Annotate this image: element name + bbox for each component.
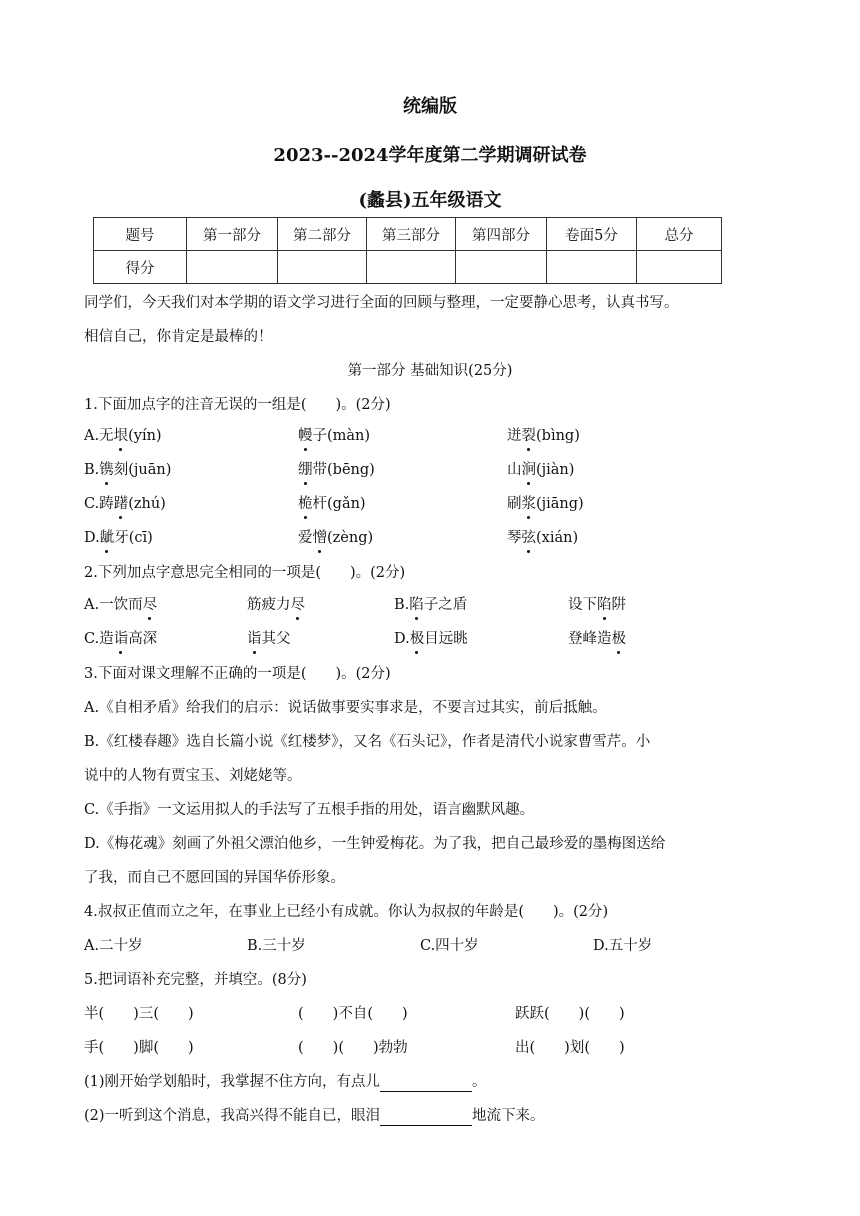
score-entry-cell (456, 251, 547, 284)
q3-line: 说中的人物有贾宝玉、刘姥姥等。 (84, 768, 302, 784)
q5-idiom-blank: ( )( )勃勃 (298, 1040, 408, 1056)
q5-idiom-blank: 手( )脚( ) (84, 1040, 194, 1056)
q1-option-b2: 绷带(bēng) (298, 462, 375, 478)
q1-option-b3: 山涧(jiàn) (507, 462, 575, 478)
q5-idiom-blank: ( )不自( ) (298, 1006, 408, 1022)
table-cell: 卷面5分 (547, 218, 637, 251)
q4-option: D.五十岁 (593, 938, 653, 954)
q1-option-c2: 桅杆(gǎn) (298, 496, 366, 512)
q1-option-a1: A.无垠(yín) (84, 428, 162, 444)
q2-option-c: C.造诣高深 (84, 631, 158, 647)
table-cell: 第四部分 (456, 218, 547, 251)
q1-option-a3: 迸裂(bìng) (507, 428, 580, 444)
intro-line: 相信自己，你肯定是最棒的！ (84, 329, 273, 345)
table-cell: 得分 (94, 251, 187, 284)
score-table (93, 217, 722, 284)
q5-stem: 5.把词语补充完整，并填空。(8分) (84, 972, 307, 988)
q1-option-d3: 琴弦(xián) (507, 530, 579, 546)
q4-option: A.二十岁 (84, 938, 143, 954)
answer-blank-line (380, 1109, 472, 1126)
score-entry-cell (187, 251, 278, 284)
q4-option: B.三十岁 (247, 938, 306, 954)
table-cell: 第二部分 (278, 218, 367, 251)
table-cell: 题号 (94, 218, 187, 251)
score-entry-cell (278, 251, 367, 284)
q1-option-d1: D.龇牙(cī) (84, 530, 153, 546)
q5-idiom-blank: 跃跃( )( ) (515, 1006, 625, 1022)
score-table-header-row (94, 218, 722, 251)
q3-stem: 3.下面对课文理解不正确的一项是( )。(2分) (84, 666, 391, 682)
answer-blank-line (380, 1075, 472, 1092)
q5-fill-sentence: (1)刚开始学划船时，我掌握不住方向，有点儿 。 (84, 1074, 487, 1090)
q3-line: B.《红楼春趣》选自长篇小说《红楼梦》，又名《石头记》，作者是清代小说家曹雪芹。小 (84, 734, 651, 750)
q3-line: 了我，而自己不愿回国的异国华侨形象。 (84, 870, 345, 886)
q1-option-c3: 刷浆(jiāng) (507, 496, 584, 512)
q1-stem: 1.下面加点字的注音无误的一组是( )。(2分) (84, 397, 391, 413)
table-cell: 第一部分 (187, 218, 278, 251)
score-table-score-row (94, 251, 722, 284)
q5-fill-sentence: (2)一听到这个消息，我高兴得不能自已，眼泪 地流下来。 (84, 1108, 545, 1124)
q1-option-c1: C.踌躇(zhú) (84, 496, 166, 512)
doc-header-subtitle: (蠡县)五年级语文 (358, 190, 502, 211)
q2-option-c-pair: 诣其父 (247, 631, 291, 647)
q3-line: D.《梅花魂》刻画了外祖父漂泊他乡，一生钟爱梅花。为了我，把自己最珍爱的墨梅图送给 (84, 836, 666, 852)
score-entry-cell (547, 251, 637, 284)
q2-option-a-pair: 筋疲力尽 (247, 597, 305, 613)
q3-line: C.《手指》一文运用拟人的手法写了五根手指的用处，语言幽默风趣。 (84, 802, 535, 818)
q2-option-b: B.陷子之盾 (394, 597, 468, 613)
q2-option-a: A.一饮而尽 (84, 597, 158, 613)
q2-option-d: D.极目远眺 (394, 631, 468, 647)
q1-option-d2: 爱憎(zèng) (298, 530, 374, 546)
q3-line: A.《自相矛盾》给我们的启示：说话做事要实事求是，不要言过其实，前后抵触。 (84, 700, 607, 716)
doc-header-title: 2023--2024学年度第二学期调研试卷 (273, 145, 587, 166)
doc-header-edition: 统编版 (403, 96, 457, 117)
score-entry-cell (367, 251, 456, 284)
q1-option-a2: 幔子(màn) (298, 428, 371, 444)
table-cell: 第三部分 (367, 218, 456, 251)
part1-heading: 第一部分 基础知识(25分) (347, 363, 513, 379)
table-cell: 总分 (637, 218, 722, 251)
q5-idiom-blank: 半( )三( ) (84, 1006, 194, 1022)
q1-option-b1: B.镌刻(juān) (84, 462, 172, 478)
q2-stem: 2.下列加点字意思完全相同的一项是( )。(2分) (84, 565, 406, 581)
score-entry-cell (637, 251, 722, 284)
intro-line: 同学们，今天我们对本学期的语文学习进行全面的回顾与整理，一定要静心思考，认真书写。 (84, 295, 679, 311)
q2-option-b-pair: 设下陷阱 (568, 597, 626, 613)
q2-option-d-pair: 登峰造极 (568, 631, 626, 647)
q5-idiom-blank: 出( )划( ) (515, 1040, 625, 1056)
q4-stem: 4.叔叔正值而立之年，在事业上已经小有成就。你认为叔叔的年龄是( )。(2分) (84, 904, 609, 920)
q4-option: C.四十岁 (420, 938, 479, 954)
